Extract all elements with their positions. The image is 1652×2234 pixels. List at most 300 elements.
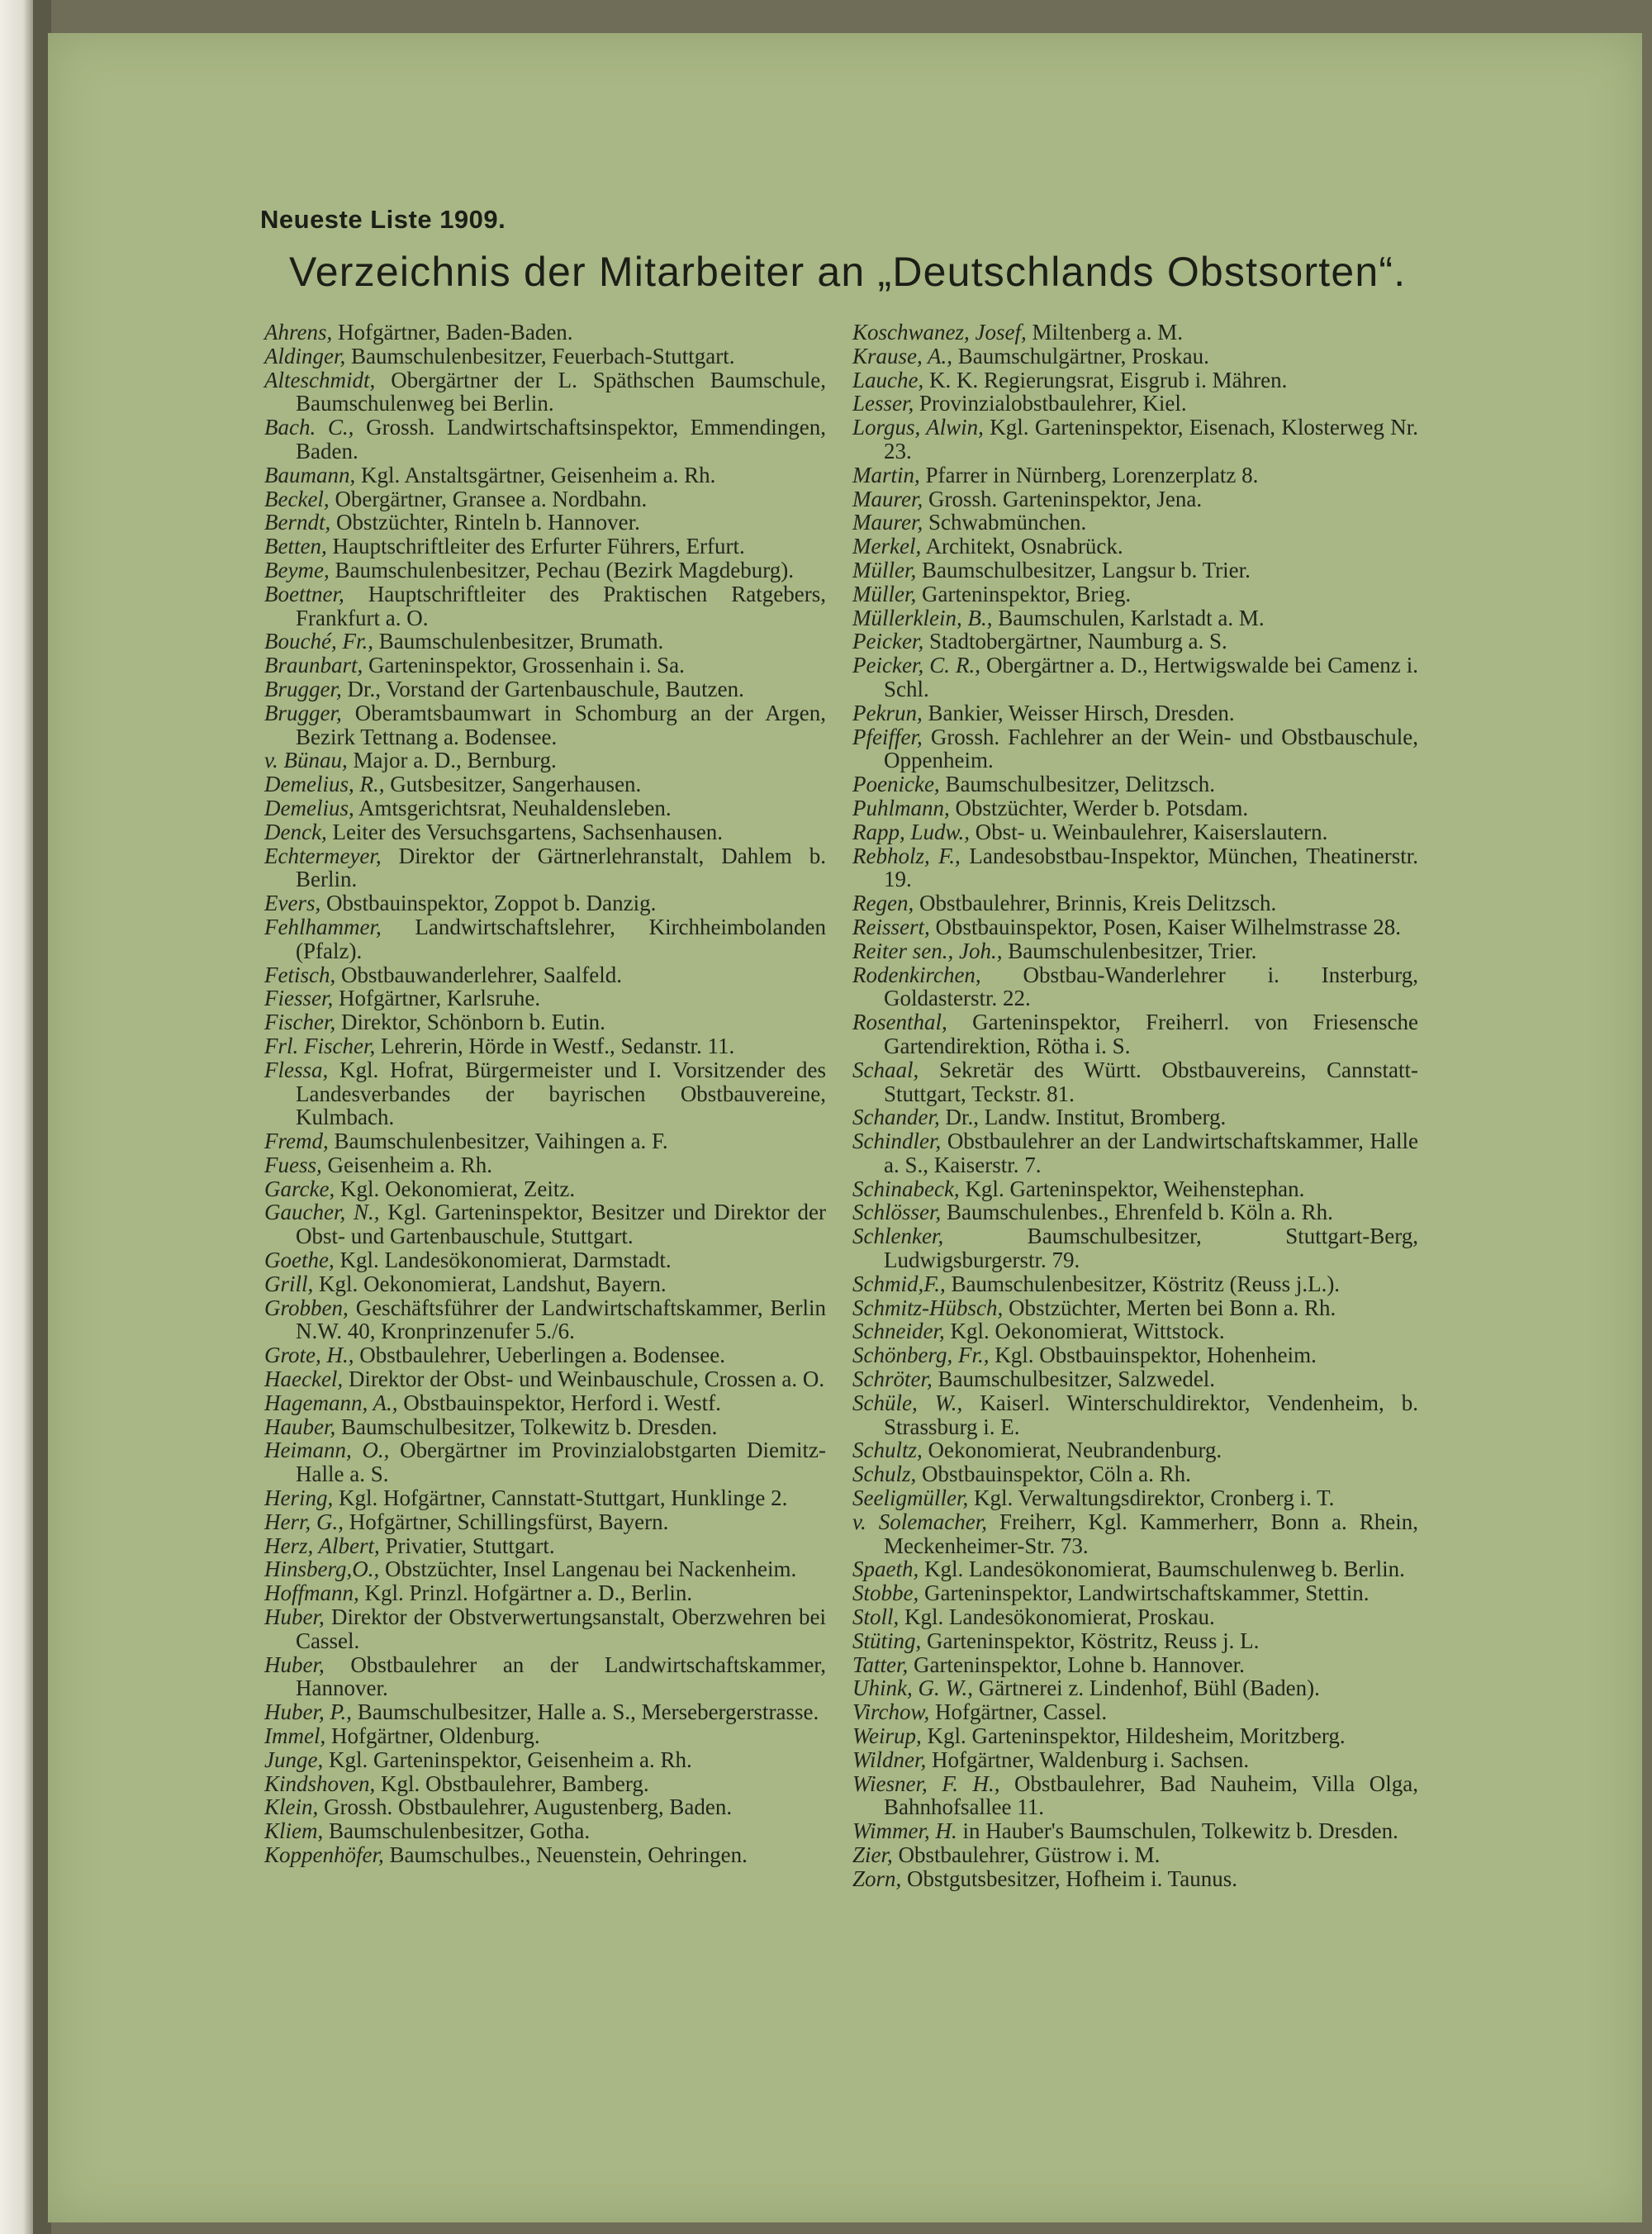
list-entry bbox=[264, 1438, 826, 1486]
list-entry bbox=[852, 1700, 1418, 1724]
entry-description: Obergärtner, Gransee a. Nordbahn. bbox=[329, 486, 648, 511]
list-entry bbox=[264, 1795, 826, 1819]
list-entry bbox=[264, 963, 826, 987]
entry-name: Rapp, Ludw., bbox=[852, 819, 971, 844]
list-entry bbox=[852, 1653, 1418, 1677]
entry-name: Kindshoven, bbox=[264, 1771, 376, 1796]
entry-name: Fehlhammer, bbox=[264, 914, 382, 939]
list-entry bbox=[852, 1629, 1418, 1653]
entry-description: Baumschulenbes., Ehrenfeld b. Köln a. Rh. bbox=[941, 1200, 1333, 1225]
entry-name: Huber, bbox=[264, 1652, 325, 1677]
entry-description: Geschäftsführer der Landwirtschaftskammer, Berlin N.W. 40, Kronprinzenufer 5./6. bbox=[296, 1295, 826, 1344]
entry-description: Baumschulbesitzer, Tolkewitz b. Dresden. bbox=[335, 1414, 718, 1439]
entry-name: Schinabeck, bbox=[852, 1176, 960, 1201]
entry-description: Obergärtner a. D., Hertwigswalde bei Camenz i. Schl. bbox=[884, 653, 1418, 701]
list-entry bbox=[852, 606, 1418, 630]
entry-description: Baumschulenbesitzer, Vaihingen a. F. bbox=[328, 1129, 668, 1154]
list-entry bbox=[264, 463, 826, 487]
entry-description: Kgl. Prinzl. Hofgärtner a. D., Berlin. bbox=[358, 1580, 693, 1606]
entry-description: Garteninspektor, Köstritz, Reuss j. L. bbox=[921, 1628, 1260, 1653]
entry-description: Baumschulbesitzer, Salzwedel. bbox=[932, 1367, 1216, 1392]
entry-description: Kgl. Garteninspektor, Weihenstephan. bbox=[959, 1176, 1305, 1201]
entry-description: Kgl. Obstbauinspektor, Hohenheim. bbox=[989, 1343, 1317, 1368]
binding-edge bbox=[0, 0, 33, 2234]
entry-description: Hauptschriftleiter des Praktischen Ratgebers, Frankfurt a. O. bbox=[296, 581, 826, 630]
entry-description: Direktor der Obst- und Weinbauschule, Crossen a. O. bbox=[343, 1367, 825, 1392]
entry-description: Hofgärtner, Baden-Baden. bbox=[332, 320, 573, 345]
list-entry bbox=[852, 392, 1418, 416]
entry-description: Landesobstbau-Inspektor, München, Theatinerstr. 19. bbox=[884, 843, 1418, 892]
entry-name: Denck, bbox=[264, 819, 327, 844]
entry-name: Stoll, bbox=[852, 1604, 900, 1630]
list-entry bbox=[264, 986, 826, 1010]
entry-name: Schlenker, bbox=[852, 1224, 944, 1249]
entry-name: Brugger, bbox=[264, 700, 342, 725]
entry-name: Echtermeyer, bbox=[264, 843, 382, 868]
entry-description: Baumschulenbesitzer, Pechau (Bezirk Magdeburg). bbox=[329, 557, 794, 582]
entry-description: Bankier, Weisser Hirsch, Dresden. bbox=[922, 700, 1235, 725]
list-entry bbox=[264, 677, 826, 701]
entry-description: Dr., Landw. Institut, Bromberg. bbox=[939, 1105, 1227, 1130]
list-entry bbox=[264, 1415, 826, 1439]
entry-name: Wiesner, F. H., bbox=[852, 1771, 1000, 1796]
list-entry bbox=[852, 1200, 1418, 1224]
entry-description: Leiter des Versuchsgartens, Sachsenhausen. bbox=[326, 819, 724, 844]
entry-name: Seeligmüller, bbox=[852, 1485, 969, 1511]
entry-name: Grote, H., bbox=[264, 1343, 354, 1368]
list-entry bbox=[852, 1462, 1418, 1486]
entry-name: Lauche, bbox=[852, 367, 924, 392]
page-title: Verzeichnis der Mitarbeiter an „Deutschlands Obstsorten“. bbox=[289, 249, 1407, 295]
list-entry bbox=[852, 939, 1418, 963]
entry-name: Krause, A., bbox=[852, 343, 953, 368]
entry-name: Brugger, bbox=[264, 676, 342, 701]
entry-description: Geisenheim a. Rh. bbox=[321, 1152, 492, 1177]
list-entry bbox=[852, 487, 1418, 511]
list-entry bbox=[264, 1129, 826, 1153]
list-entry bbox=[264, 654, 826, 677]
entry-description: Kgl. Landesökonomierat, Proskau. bbox=[899, 1604, 1215, 1630]
entry-description: Direktor der Gärtnerlehranstalt, Dahlem b. Berlin. bbox=[296, 843, 826, 892]
entry-name: Bouché, Fr., bbox=[264, 629, 373, 654]
entry-name: Rebholz, F., bbox=[852, 843, 961, 868]
entry-name: Betten, bbox=[264, 534, 327, 559]
entry-name: Maurer, bbox=[852, 486, 923, 511]
list-entry bbox=[852, 1843, 1418, 1867]
list-entry bbox=[852, 321, 1418, 345]
entry-name: Peicker, C. R., bbox=[852, 653, 980, 678]
list-entry bbox=[852, 1105, 1418, 1129]
entry-description: Direktor der Obstverwertungsanstalt, Oberzwehren bei Cassel. bbox=[296, 1604, 826, 1653]
entry-name: Reiter sen., Joh., bbox=[852, 938, 1003, 963]
list-entry bbox=[264, 1058, 826, 1129]
list-entry bbox=[852, 511, 1418, 535]
list-entry bbox=[264, 1010, 826, 1034]
list-entry bbox=[264, 1153, 826, 1177]
entry-description: Direktor, Schönborn b. Eutin. bbox=[335, 1010, 605, 1035]
entry-name: Fischer, bbox=[264, 1010, 336, 1035]
list-entry bbox=[852, 1676, 1418, 1700]
entry-description: Kgl. Landesökonomierat, Baumschulenweg b. Berlin. bbox=[919, 1557, 1405, 1582]
entry-name: Flessa, bbox=[264, 1057, 329, 1082]
entry-description: K. K. Regierungsrat, Eisgrub i. Mähren. bbox=[923, 367, 1288, 392]
entry-description: Architekt, Osnabrück. bbox=[921, 534, 1123, 559]
entry-description: Provinzialobstbaulehrer, Kiel. bbox=[914, 391, 1187, 416]
entry-description: Obstbauwanderlehrer, Saalfeld. bbox=[335, 962, 623, 987]
list-entry bbox=[264, 1296, 826, 1344]
list-entry bbox=[852, 915, 1418, 939]
entry-description: Garteninspektor, Freiherrl. von Friesensche Gartendirektion, Rötha i. S. bbox=[884, 1010, 1418, 1058]
list-entry bbox=[264, 1367, 826, 1391]
list-entry bbox=[264, 1557, 826, 1581]
entry-name: Zier, bbox=[852, 1842, 893, 1867]
list-entry bbox=[852, 963, 1418, 1011]
list-entry bbox=[264, 749, 826, 772]
entry-description: Obstbauinspektor, Cöln a. Rh. bbox=[916, 1462, 1191, 1487]
list-entry bbox=[264, 701, 826, 749]
entry-description: Obstgutsbesitzer, Hofheim i. Taunus. bbox=[901, 1866, 1238, 1891]
list-entry bbox=[264, 1486, 826, 1510]
entry-description: Kgl. Anstaltsgärtner, Geisenheim a. Rh. bbox=[355, 462, 716, 487]
list-entry bbox=[264, 558, 826, 582]
list-entry bbox=[264, 630, 826, 654]
entry-name: Hinsberg,O., bbox=[264, 1557, 380, 1582]
entry-description: Baumschulenbesitzer, Trier. bbox=[1002, 938, 1257, 963]
entry-name: Schulz, bbox=[852, 1462, 917, 1487]
list-entry bbox=[852, 1748, 1418, 1772]
entry-name: v. Solemacher, bbox=[852, 1509, 987, 1534]
list-entry bbox=[852, 1772, 1418, 1820]
list-entry bbox=[264, 915, 826, 963]
entry-description: Schwabmünchen. bbox=[923, 510, 1087, 535]
entry-description: Obstbau-Wanderlehrer i. Insterburg, Goldasterstr. 22. bbox=[884, 962, 1418, 1011]
entry-name: Braunbart, bbox=[264, 653, 363, 678]
entry-description: Obstbauinspektor, Herford i. Westf. bbox=[397, 1390, 721, 1415]
list-entry bbox=[852, 1010, 1418, 1058]
entry-name: Merkel, bbox=[852, 534, 922, 559]
entry-name: Heimann, O., bbox=[264, 1438, 390, 1463]
entry-description: Baumschulbesitzer, Delitzsch. bbox=[939, 772, 1216, 797]
entry-description: Grossh. Obstbaulehrer, Augustenberg, Baden. bbox=[318, 1794, 733, 1820]
list-entry bbox=[264, 1819, 826, 1843]
list-entry bbox=[264, 1248, 826, 1272]
entry-description: Hofgärtner, Schillingsfürst, Bayern. bbox=[344, 1509, 669, 1534]
entry-name: Haeckel, bbox=[264, 1367, 344, 1392]
entry-name: Evers, bbox=[264, 891, 321, 916]
entry-name: Schlösser, bbox=[852, 1200, 942, 1225]
entry-name: Fetisch, bbox=[264, 962, 336, 987]
list-entry bbox=[852, 368, 1418, 392]
entry-description: Baumschulbes., Neuenstein, Oehringen. bbox=[383, 1842, 748, 1867]
list-entry bbox=[264, 844, 826, 892]
entry-name: Reissert, bbox=[852, 914, 930, 939]
entry-description: Grossh. Garteninspektor, Jena. bbox=[923, 486, 1203, 511]
entry-name: Stobbe, bbox=[852, 1580, 919, 1606]
entry-name: Maurer, bbox=[852, 510, 923, 535]
entry-description: Kgl. Landesökonomierat, Darmstadt. bbox=[334, 1248, 672, 1273]
entry-name: Regen, bbox=[852, 891, 914, 916]
entry-description: Dr., Vorstand der Gartenbauschule, Bautzen. bbox=[341, 676, 744, 701]
entry-name: Fremd, bbox=[264, 1129, 329, 1154]
entry-name: Frl. Fischer, bbox=[264, 1033, 376, 1058]
entry-name: Goethe, bbox=[264, 1248, 335, 1273]
entry-name: Hering, bbox=[264, 1485, 334, 1511]
list-entry bbox=[852, 535, 1418, 558]
list-entry bbox=[264, 1510, 826, 1534]
list-entry bbox=[852, 1438, 1418, 1462]
list-entry bbox=[852, 1177, 1418, 1201]
entry-description: Grossh. Landwirtschaftsinspektor, Emmendingen, Baden. bbox=[296, 415, 826, 463]
list-entry bbox=[264, 1343, 826, 1367]
entry-description: Kgl. Oekonomierat, Landshut, Bayern. bbox=[313, 1271, 667, 1296]
list-entry bbox=[852, 1557, 1418, 1581]
list-entry bbox=[852, 1058, 1418, 1106]
entry-description: Grossh. Fachlehrer an der Wein- und Obstbauschule, Oppenheim. bbox=[884, 724, 1418, 773]
entry-description: Obstzüchter, Insel Langenau bei Nackenheim. bbox=[379, 1557, 797, 1582]
list-entry bbox=[852, 463, 1418, 487]
entry-name: Grill, bbox=[264, 1271, 314, 1296]
list-entry bbox=[852, 1819, 1418, 1843]
entry-name: Schüle, W., bbox=[852, 1390, 963, 1415]
entry-name: Bach. C., bbox=[264, 415, 354, 440]
list-entry bbox=[852, 1724, 1418, 1748]
entry-description: Garteninspektor, Grossenhain i. Sa. bbox=[363, 653, 685, 678]
entry-name: Schönberg, Fr., bbox=[852, 1343, 990, 1368]
list-entry bbox=[264, 820, 826, 844]
entry-name: Wildner, bbox=[852, 1747, 927, 1772]
entry-name: Baumann, bbox=[264, 462, 356, 487]
entry-name: Garcke, bbox=[264, 1176, 335, 1201]
entry-name: Schaal, bbox=[852, 1057, 919, 1082]
entry-description: Kgl. Garteninspektor, Eisenach, Klosterweg Nr. 23. bbox=[884, 415, 1418, 463]
entry-description: Garteninspektor, Brieg. bbox=[916, 581, 1132, 606]
list-entry bbox=[852, 844, 1418, 892]
entry-description: Obstbaulehrer an der Landwirtschaftskammer, Hannover. bbox=[296, 1652, 826, 1701]
list-entry bbox=[852, 630, 1418, 654]
list-entry bbox=[852, 1391, 1418, 1439]
entry-description: Kgl. Garteninspektor, Geisenheim a. Rh. bbox=[323, 1747, 692, 1772]
entry-name: Demelius, bbox=[264, 795, 354, 820]
entry-name: Alteschmidt, bbox=[264, 367, 376, 392]
list-entry bbox=[852, 1367, 1418, 1391]
entry-name: Hauber, bbox=[264, 1414, 336, 1439]
entry-description: Obstbaulehrer, Brinnis, Kreis Delitzsch. bbox=[914, 891, 1277, 916]
list-entry bbox=[852, 1272, 1418, 1296]
entry-name: Ahrens, bbox=[264, 320, 333, 345]
entry-name: Berndt, bbox=[264, 510, 331, 535]
entry-name: Hagemann, A., bbox=[264, 1390, 398, 1415]
entry-name: Stüting, bbox=[852, 1628, 922, 1653]
entry-name: Puhlmann, bbox=[852, 795, 950, 820]
entry-name: Spaeth, bbox=[852, 1557, 919, 1582]
list-entry bbox=[852, 1343, 1418, 1367]
entry-name: Schander, bbox=[852, 1105, 940, 1130]
list-entry bbox=[264, 416, 826, 463]
entry-name: Rosenthal, bbox=[852, 1010, 947, 1035]
entry-description: Obstbaulehrer, Ueberlingen a. Bodensee. bbox=[354, 1343, 726, 1368]
entry-description: Baumschulbesitzer, Langsur b. Trier. bbox=[916, 557, 1251, 582]
entry-name: Schmid,F., bbox=[852, 1271, 946, 1296]
entry-name: Lesser, bbox=[852, 391, 914, 416]
entry-description: in Hauber's Baumschulen, Tolkewitz b. Dresden. bbox=[957, 1818, 1398, 1844]
entry-description: Garteninspektor, Landwirtschaftskammer, Stettin. bbox=[919, 1580, 1370, 1606]
entry-name: Pekrun, bbox=[852, 700, 923, 725]
entry-description: Privatier, Stuttgart. bbox=[379, 1533, 555, 1558]
list-entry bbox=[852, 1867, 1418, 1891]
list-entry bbox=[264, 321, 826, 345]
list-entry bbox=[264, 1391, 826, 1415]
entry-name: Tatter, bbox=[852, 1652, 909, 1677]
list-entry bbox=[852, 1224, 1418, 1272]
entry-name: Demelius, R., bbox=[264, 772, 385, 797]
list-entry bbox=[852, 1319, 1418, 1343]
entry-description: Kgl. Verwaltungsdirektor, Cronberg i. T. bbox=[968, 1485, 1335, 1511]
entry-name: Pfeiffer, bbox=[852, 724, 923, 749]
entry-description: Obstzüchter, Rinteln b. Hannover. bbox=[330, 510, 640, 535]
entry-name: Schindler, bbox=[852, 1129, 942, 1154]
list-entry bbox=[264, 511, 826, 535]
list-entry bbox=[852, 1296, 1418, 1320]
entry-description: Obstzüchter, Werder b. Potsdam. bbox=[949, 795, 1249, 820]
list-entry bbox=[852, 796, 1418, 820]
list-entry bbox=[264, 1605, 826, 1653]
list-entry bbox=[852, 701, 1418, 725]
list-entry bbox=[264, 1653, 826, 1701]
entry-name: Aldinger, bbox=[264, 343, 346, 368]
entry-description: Obstbaulehrer, Bad Nauheim, Villa Olga, Bahnhofsallee 11. bbox=[884, 1771, 1418, 1820]
list-entry bbox=[852, 725, 1418, 773]
entry-name: Fuess, bbox=[264, 1152, 322, 1177]
list-entry bbox=[264, 1581, 826, 1605]
entry-name: Lorgus, Alwin, bbox=[852, 415, 984, 440]
list-entry bbox=[264, 1272, 826, 1296]
list-entry bbox=[264, 582, 826, 630]
entry-name: Beckel, bbox=[264, 486, 330, 511]
entry-description: Baumschulbesitzer, Stuttgart-Berg, Ludwigsburgerstr. 79. bbox=[884, 1224, 1418, 1273]
entry-name: Müller, bbox=[852, 581, 917, 606]
entry-description: Kgl. Obstbaulehrer, Bamberg. bbox=[375, 1771, 649, 1796]
entry-description: Kgl. Garteninspektor, Besitzer und Direktor der Obst- und Gartenbauschule, Stuttgart. bbox=[296, 1200, 826, 1249]
entry-name: Koschwanez, Josef, bbox=[852, 320, 1027, 345]
entry-description: Pfarrer in Nürnberg, Lorenzerplatz 8. bbox=[919, 462, 1259, 487]
entry-description: Obergärtner der L. Späthschen Baumschule, Baumschulenweg bei Berlin. bbox=[296, 367, 826, 416]
entry-description: Hofgärtner, Karlsruhe. bbox=[333, 986, 541, 1011]
entry-description: Miltenberg a. M. bbox=[1026, 320, 1183, 345]
entry-description: Obst- u. Weinbaulehrer, Kaiserslautern. bbox=[970, 819, 1328, 844]
list-entry bbox=[264, 1177, 826, 1201]
entry-description: Kgl. Hofgärtner, Cannstatt-Stuttgart, Hunklinge 2. bbox=[333, 1485, 788, 1511]
entry-description: Baumschulbesitzer, Halle a. S., Mersebergerstrasse. bbox=[352, 1699, 819, 1725]
left-column bbox=[264, 321, 826, 1867]
entry-description: Baumschulenbesitzer, Gotha. bbox=[323, 1818, 591, 1844]
entry-name: Gaucher, N., bbox=[264, 1200, 380, 1225]
entry-description: Kgl. Garteninspektor, Hildesheim, Moritzberg. bbox=[921, 1723, 1346, 1749]
entry-name: v. Bünau, bbox=[264, 748, 348, 773]
entry-name: Immel, bbox=[264, 1723, 326, 1749]
entry-name: Uhink, G. W., bbox=[852, 1676, 973, 1701]
list-entry bbox=[852, 345, 1418, 368]
entry-description: Freiherr, Kgl. Kammerherr, Bonn a. Rhein, Meckenheimer-Str. 73. bbox=[884, 1509, 1418, 1558]
entry-description: Obstbaulehrer, Güstrow i. M. bbox=[892, 1842, 1161, 1867]
entry-name: Schultz, bbox=[852, 1438, 923, 1463]
entry-description: Kaiserl. Winterschuldirektor, Vendenheim, b. Strassburg i. E. bbox=[884, 1390, 1419, 1439]
entry-name: Fiesser, bbox=[264, 986, 334, 1011]
entry-name: Poenicke, bbox=[852, 772, 940, 797]
entry-name: Virchow, bbox=[852, 1699, 930, 1725]
entry-name: Schneider, bbox=[852, 1319, 945, 1344]
entry-name: Peicker, bbox=[852, 629, 924, 654]
entry-description: Garteninspektor, Lohne b. Hannover. bbox=[908, 1652, 1245, 1677]
entry-name: Hoffmann, bbox=[264, 1580, 359, 1606]
entry-description: Gärtnerei z. Lindenhof, Bühl (Baden). bbox=[973, 1676, 1320, 1701]
list-entry bbox=[852, 558, 1418, 582]
entry-name: Schmitz-Hübsch, bbox=[852, 1295, 1004, 1320]
list-entry bbox=[264, 1034, 826, 1058]
entry-description: Landwirtschaftslehrer, Kirchheimbolanden (Pfalz). bbox=[296, 914, 826, 963]
entry-description: Stadtobergärtner, Naumburg a. S. bbox=[923, 629, 1227, 654]
entry-name: Beyme, bbox=[264, 557, 330, 582]
entry-name: Herr, G., bbox=[264, 1509, 344, 1534]
list-entry bbox=[264, 535, 826, 558]
list-entry bbox=[852, 820, 1418, 844]
entry-description: Obstzüchter, Merten bei Bonn a. Rh. bbox=[1003, 1295, 1336, 1320]
entry-description: Hauptschriftleiter des Erfurter Führers, Erfurt. bbox=[326, 534, 745, 559]
entry-name: Wimmer, H. bbox=[852, 1818, 957, 1844]
entry-name: Huber, P., bbox=[264, 1699, 353, 1725]
list-entry bbox=[852, 416, 1418, 463]
list-entry bbox=[852, 1581, 1418, 1605]
entry-description: Baumschulenbesitzer, Köstritz (Reuss j.L.). bbox=[945, 1271, 1341, 1296]
entry-description: Gutsbesitzer, Sangerhausen. bbox=[384, 772, 642, 797]
entry-description: Baumschulen, Karlstadt a. M. bbox=[992, 605, 1265, 630]
list-entry bbox=[852, 1129, 1418, 1177]
list-entry bbox=[264, 1700, 826, 1724]
entry-name: Müller, bbox=[852, 557, 917, 582]
entry-description: Oberamtsbaumwart in Schomburg an der Argen, Bezirk Tettnang a. Bodensee. bbox=[296, 700, 826, 749]
list-entry bbox=[264, 1772, 826, 1796]
list-entry bbox=[852, 654, 1418, 701]
entry-description: Lehrerin, Hörde in Westf., Sedanstr. 11. bbox=[375, 1033, 735, 1058]
list-entry bbox=[264, 1534, 826, 1558]
entry-name: Koppenhöfer, bbox=[264, 1842, 384, 1867]
list-label: Neueste Liste 1909. bbox=[260, 205, 506, 234]
list-entry bbox=[264, 796, 826, 820]
list-entry bbox=[852, 582, 1418, 606]
list-entry bbox=[852, 1605, 1418, 1629]
list-entry bbox=[264, 345, 826, 368]
entry-description: Obergärtner im Provinzialobstgarten Diemitz-Halle a. S. bbox=[296, 1438, 826, 1487]
entry-name: Junge, bbox=[264, 1747, 324, 1772]
entry-description: Hofgärtner, Waldenburg i. Sachsen. bbox=[926, 1747, 1250, 1772]
entry-name: Herz, Albert, bbox=[264, 1533, 380, 1558]
entry-name: Boettner, bbox=[264, 581, 344, 606]
entry-description: Hofgärtner, Oldenburg. bbox=[325, 1723, 540, 1749]
entry-name: Klein, bbox=[264, 1794, 319, 1820]
entry-name: Schröter, bbox=[852, 1367, 933, 1392]
list-entry bbox=[852, 1486, 1418, 1510]
list-entry bbox=[852, 1510, 1418, 1558]
list-entry bbox=[852, 772, 1418, 796]
entry-description: Kgl. Hofrat, Bürgermeister und I. Vorsitzender des Landesverbandes der bayrischen Obstbauvereine, Kulmbach. bbox=[296, 1057, 826, 1130]
entry-description: Hofgärtner, Cassel. bbox=[929, 1699, 1108, 1725]
entry-description: Amtsgerichtsrat, Neuhaldensleben. bbox=[354, 795, 672, 820]
list-entry bbox=[264, 1200, 826, 1248]
list-entry bbox=[264, 487, 826, 511]
entry-description: Obstbauinspektor, Posen, Kaiser Wilhelmstrasse 28. bbox=[929, 914, 1402, 939]
entry-name: Martin, bbox=[852, 462, 920, 487]
list-entry bbox=[264, 891, 826, 915]
entry-description: Baumschulenbesitzer, Brumath. bbox=[373, 629, 664, 654]
